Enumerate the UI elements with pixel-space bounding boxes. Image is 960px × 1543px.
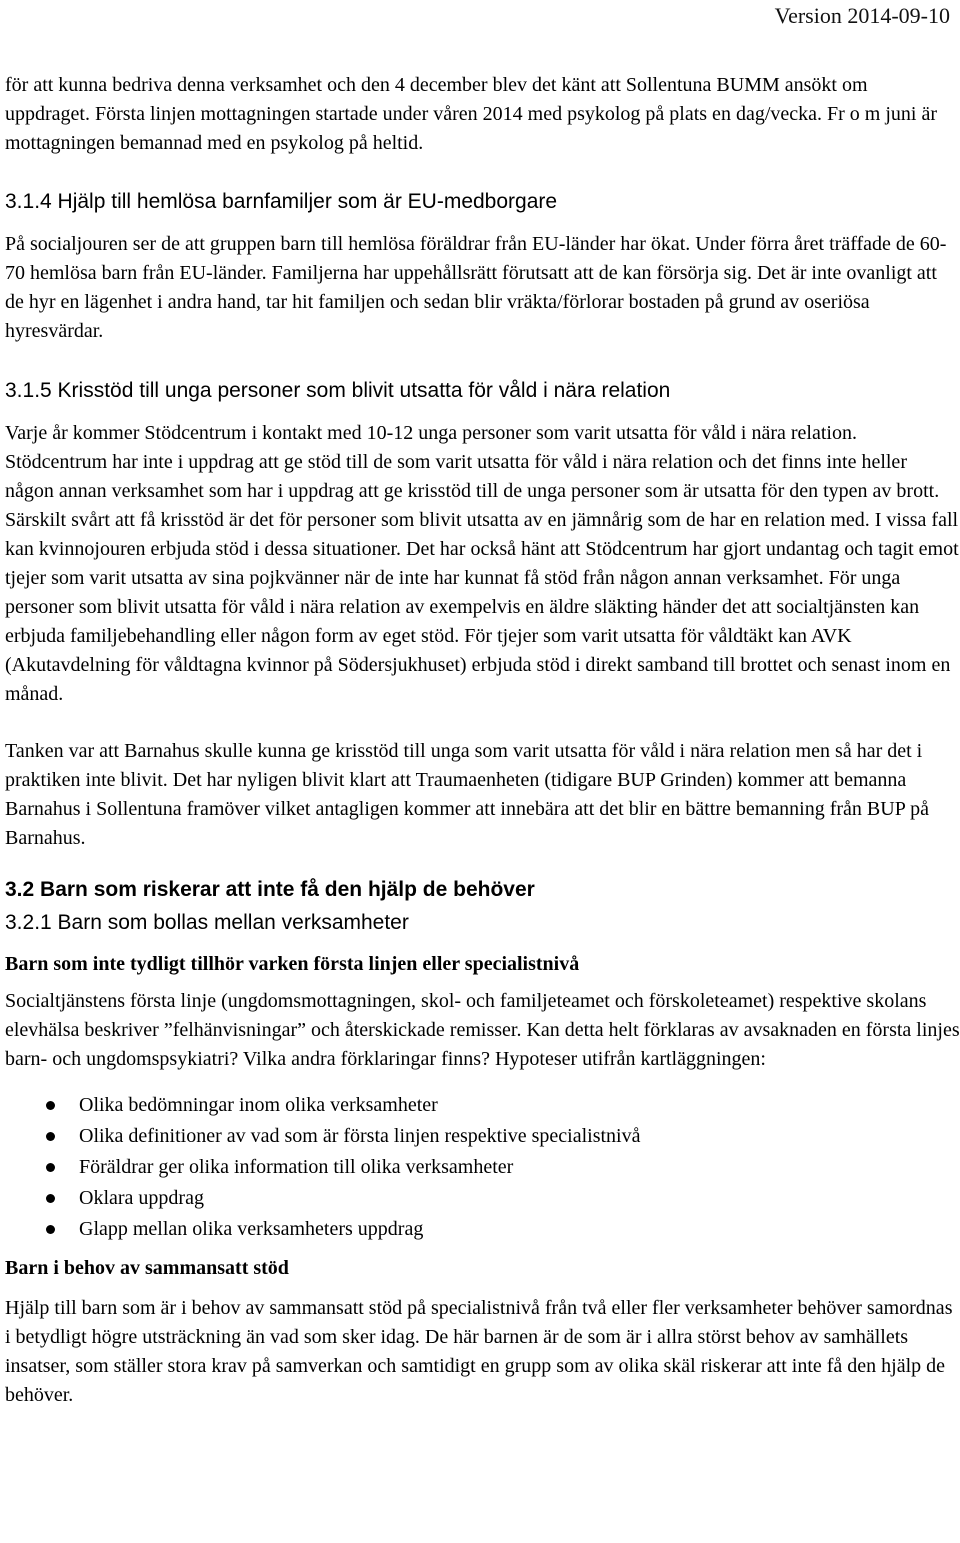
list-item	[5, 1090, 955, 1121]
list-item-text: Olika bedömningar inom olika verksamheter	[79, 1094, 438, 1116]
bullet-icon	[46, 1194, 55, 1203]
list-item	[5, 1121, 955, 1152]
bullet-icon	[46, 1225, 55, 1234]
paragraph-final: Hjälp till barn som är i behov av sammansatt stöd på specialistnivå från två eller fler verksamheter behöver samordnas i betydligt högre utsträckning än vad som sker idag. De här barnen är de som är i allra störst behov av samhällets insatser, som ställer stora krav på samverkan och samtidigt en grupp som av olika skäl riskerar att inte få den hjälp de behöver.	[5, 1297, 953, 1406]
list-item	[5, 1183, 955, 1214]
paragraph-3-1-5-b: Tanken var att Barnahus skulle kunna ge krisstöd till unga som varit utsatta för våld i nära relation men så har det i praktiken inte blivit. Det har nyligen blivit klart att Traumaenheten (tidigare BUP Grinden) kommer att bemanna Barnahus i Sollentuna framöver vilket antagligen kommer att innebära att det blir en bättre bemanning från BUP på Barnahus.	[5, 740, 929, 849]
heading-3-2-1: 3.2.1 Barn som bollas mellan verksamheter	[5, 911, 409, 934]
heading-3-1-5: 3.1.5 Krisstöd till unga personer som blivit utsatta för våld i nära relation	[5, 379, 671, 402]
heading-children-unclear-level: Barn som inte tydligt tillhör varken första linjen eller specialistnivå	[5, 953, 580, 975]
list-item	[5, 1152, 955, 1183]
paragraph-3-2-1: Socialtjänstens första linje (ungdomsmottagningen, skol- och familjeteamet och förskoleteamet) respektive skolans elevhälsa beskriver ”felhänvisningar” och återskickade remisser. Kan detta helt förklaras av avsaknaden en första linjes barn- och ungdomspsykiatri? Vilka andra förklaringar finns? Hypoteser utifrån kartläggningen:	[5, 990, 960, 1070]
bullet-icon	[46, 1101, 55, 1110]
list-item-text: Glapp mellan olika verksamheters uppdrag	[79, 1218, 424, 1240]
heading-3-1-4: 3.1.4 Hjälp till hemlösa barnfamiljer som är EU-medborgare	[5, 190, 558, 213]
list-item-text: Föräldrar ger olika information till olika verksamheter	[79, 1156, 514, 1178]
heading-3-2: 3.2 Barn som riskerar att inte få den hjälp de behöver	[5, 878, 535, 901]
list-item	[5, 1214, 955, 1245]
bullet-icon	[46, 1163, 55, 1172]
list-item-text: Oklara uppdrag	[79, 1187, 204, 1209]
hypotheses-list	[5, 1090, 955, 1245]
paragraph-3-1-4: På socialjouren ser de att gruppen barn till hemlösa föräldrar från EU-länder har ökat. Under förra året träffade de 60-70 hemlösa barn från EU-länder. Familjerna har uppehållsrätt förutsatt att de kan försörja sig. Det är inte ovanligt att de hyr en lägenhet i andra hand, tar hit familjen och sedan blir vräkta/förlorar bostaden på grund av oseriösa hyresvärdar.	[5, 233, 947, 342]
heading-children-combined-support: Barn i behov av sammansatt stöd	[5, 1257, 289, 1279]
bullet-icon	[46, 1132, 55, 1141]
version-header: Version 2014-09-10	[774, 3, 950, 28]
paragraph-intro: för att kunna bedriva denna verksamhet och den 4 december blev det känt att Sollentuna BUMM ansökt om uppdraget. Första linjen mottagningen startade under våren 2014 med psykolog på plats en dag/vecka. Fr o m juni är mottagningen bemannad med en psykolog på heltid.	[5, 74, 937, 154]
document-content	[5, 71, 960, 1410]
list-item-text: Olika definitioner av vad som är första linjen respektive specialistnivå	[79, 1125, 641, 1147]
paragraph-3-1-5-a: Varje år kommer Stödcentrum i kontakt med 10-12 unga personer som varit utsatta för våld i nära relation. Stödcentrum har inte i uppdrag att ge stöd till de som varit utsatta för våld i nära relation och det finns inte heller någon annan verksamhet som har i uppdrag att ge krisstöd till de unga personer som är utsatta för den typen av brott. Särskilt svårt att få krisstöd är det för personer som blivit utsatta av en jämnårig som de har en relation med. I vissa fall kan kvinnojouren erbjuda stöd i dessa situationer. Det har också hänt att Stödcentrum har gjort undantag och tagit emot tjejer som varit utsatta av sina pojkvänner när de inte har kunnat få stöd från någon annan verksamhet. För unga personer som blivit utsatta för våld i nära relation av exempelvis en äldre släkting händer det att socialtjänsten kan erbjuda familjebehandling eller någon form av eget stöd. För tjejer som varit utsatta för våldtäkt kan AVK (Akutavdelning för våldtagna kvinnor på Södersjukhuset) erbjuda stöd i direkt samband till brottet och senast inom en månad.	[5, 422, 959, 705]
